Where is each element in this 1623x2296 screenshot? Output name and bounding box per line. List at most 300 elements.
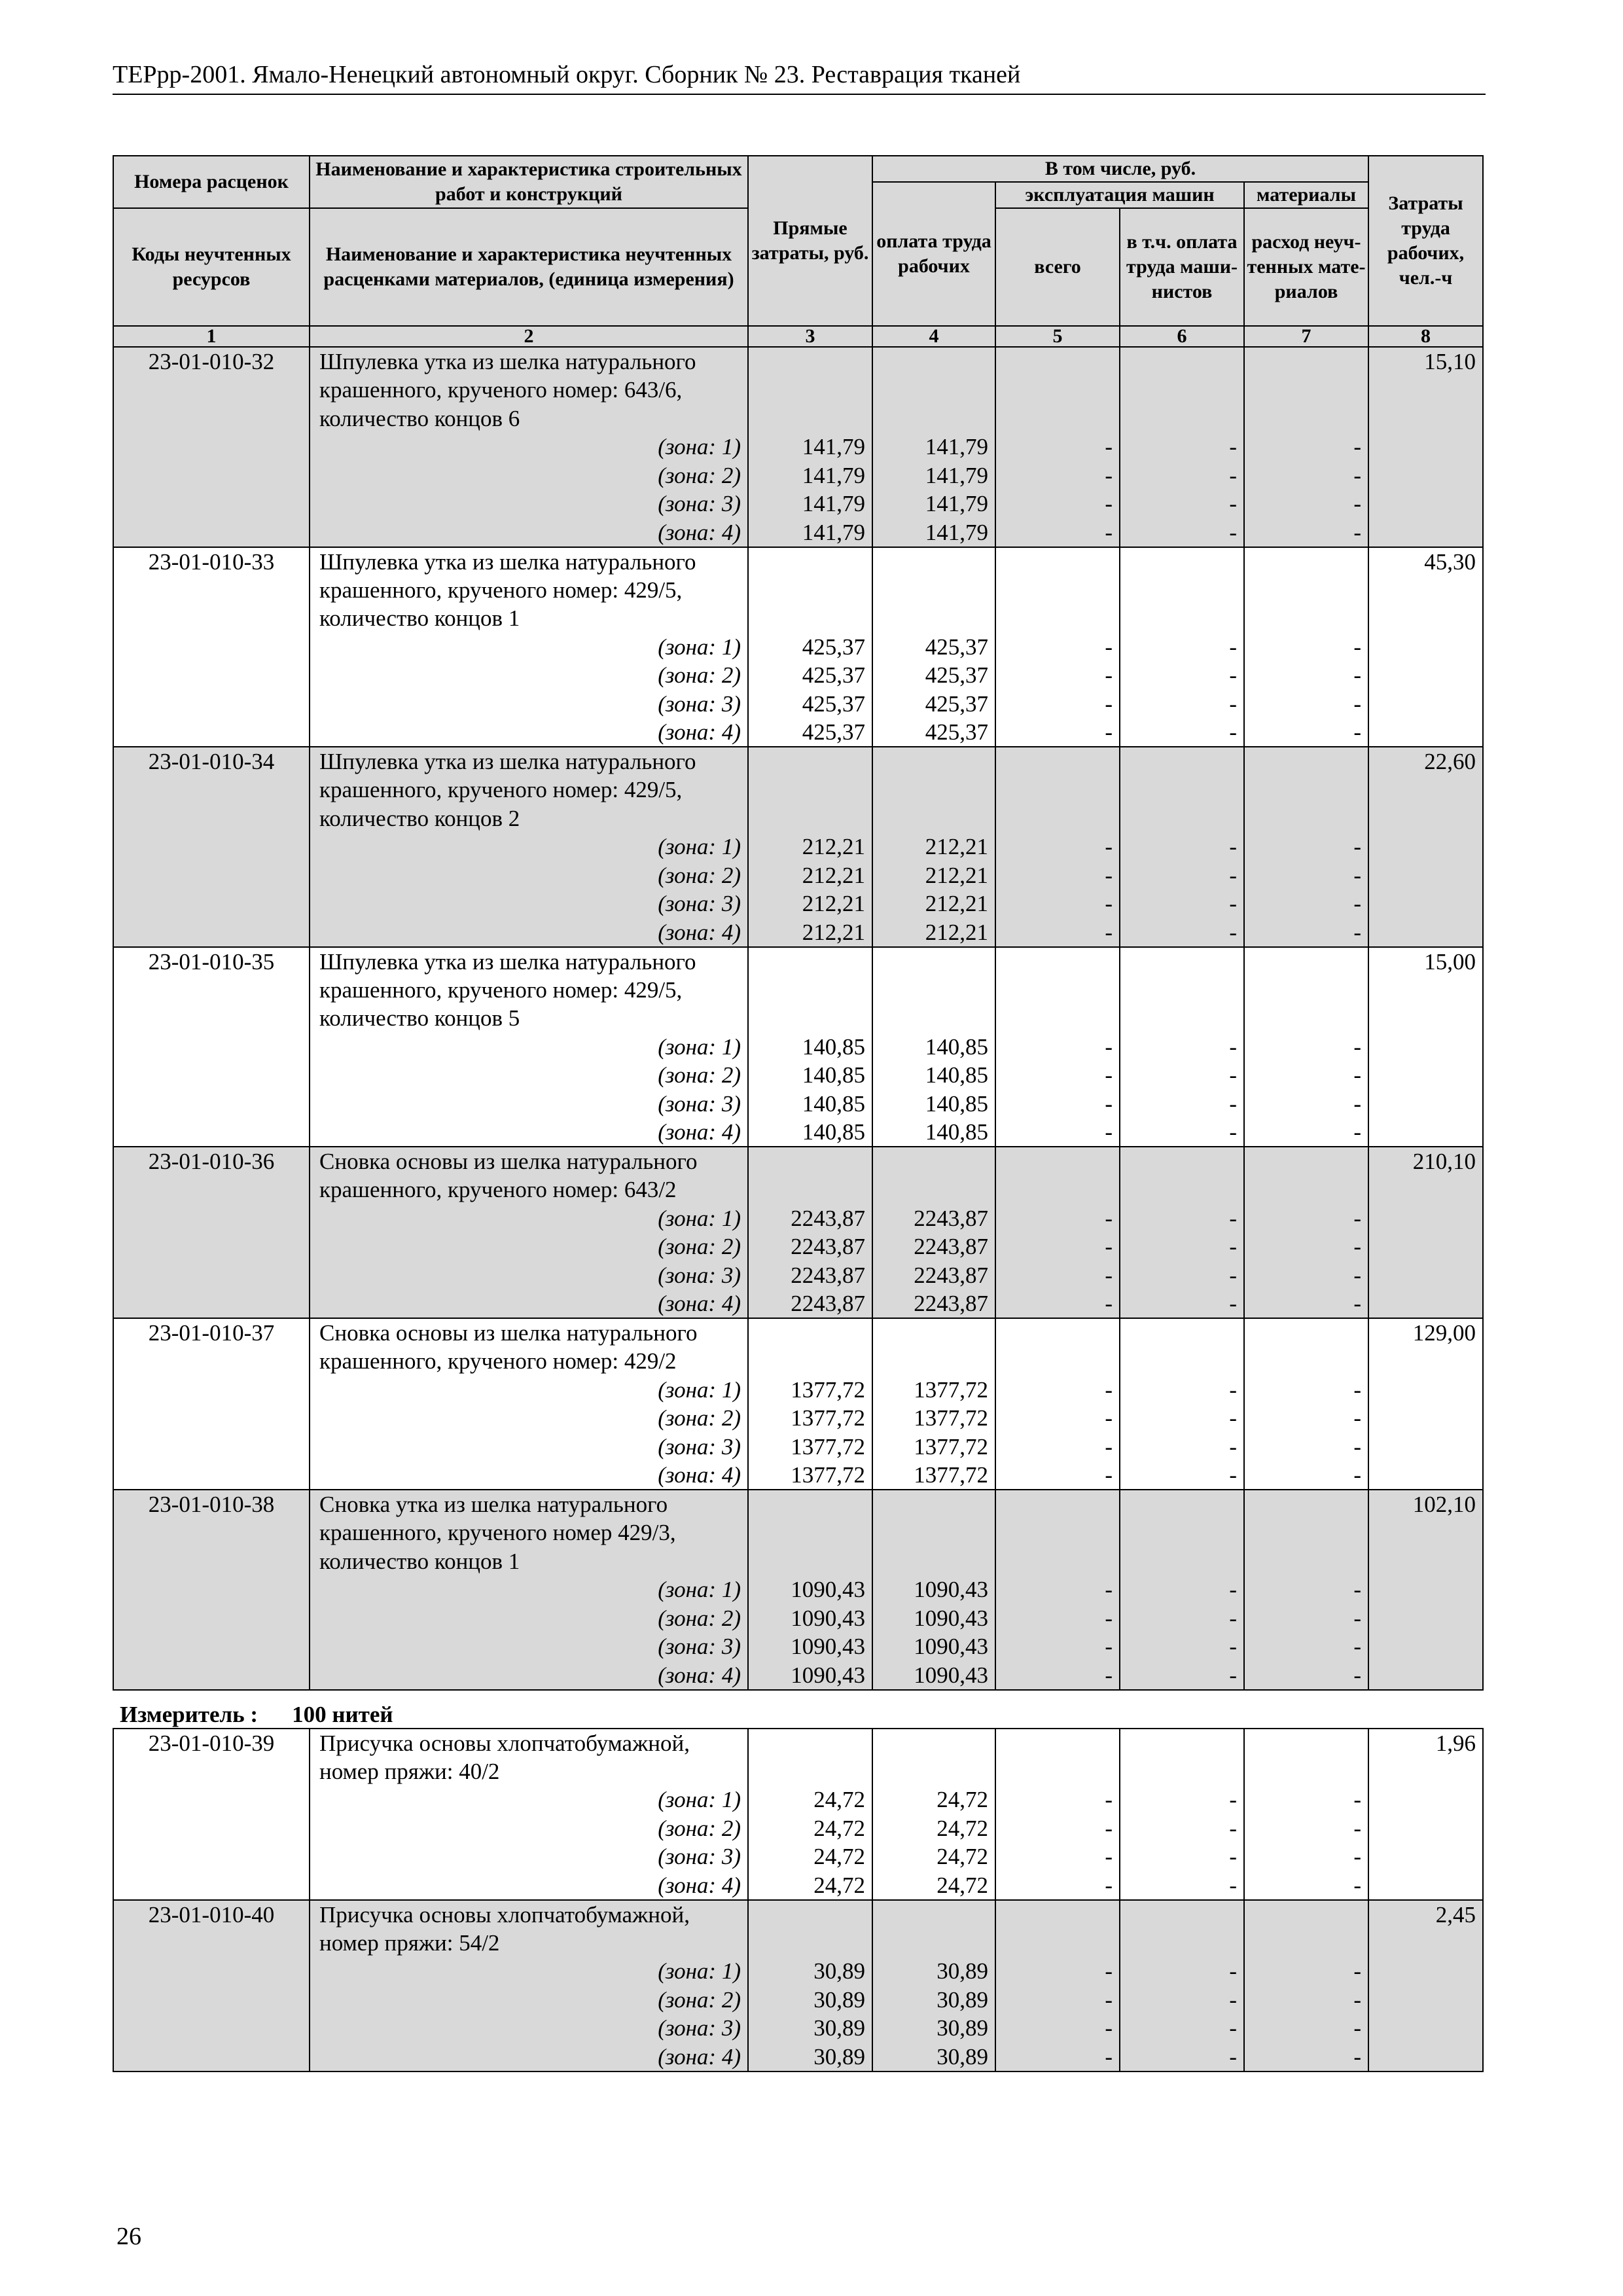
header-total: всего	[995, 208, 1120, 326]
wages-value: 425,37	[872, 718, 995, 747]
header-rate-numbers: Номера расценок	[113, 156, 310, 208]
empty-cell	[872, 604, 995, 633]
labor-cost: 15,00	[1368, 947, 1483, 976]
zone-label: (зона: 4)	[310, 2043, 748, 2072]
empty-cell	[872, 1004, 995, 1033]
empty-cell	[1120, 776, 1244, 804]
zone-row	[113, 833, 1483, 861]
zone-label: (зона: 2)	[310, 1061, 748, 1090]
wages-value: 1377,72	[872, 1433, 995, 1462]
empty-cell	[748, 1929, 872, 1958]
wages-value: 425,37	[872, 633, 995, 662]
zone-label: (зона: 3)	[310, 490, 748, 518]
empty-cell	[1244, 404, 1368, 433]
zone-label: (зона: 3)	[310, 2014, 748, 2043]
empty-cell	[995, 376, 1120, 404]
rate-code: 23-01-010-37	[113, 1318, 310, 1347]
machinist-wages: -	[1120, 1232, 1244, 1261]
rate-code	[113, 1842, 310, 1871]
materials-value: -	[1244, 1661, 1368, 1690]
machine-total: -	[995, 1204, 1120, 1233]
empty-cell	[995, 347, 1120, 376]
materials-value: -	[1244, 1575, 1368, 1604]
empty-cell	[995, 1490, 1120, 1518]
zone-row	[113, 1661, 1483, 1690]
labor-cost	[1368, 1604, 1483, 1633]
rate-code	[113, 1433, 310, 1462]
machine-total: -	[995, 918, 1120, 947]
labor-cost	[1368, 690, 1483, 719]
machinist-wages: -	[1120, 1461, 1244, 1490]
entry-description-row	[113, 1490, 1483, 1518]
rate-code	[113, 1118, 310, 1147]
empty-cell	[995, 547, 1120, 576]
labor-cost	[1368, 2043, 1483, 2072]
empty-cell	[872, 376, 995, 404]
zone-row	[113, 690, 1483, 719]
rate-code	[113, 1061, 310, 1090]
machinist-wages: -	[1120, 1433, 1244, 1462]
rate-code	[113, 1175, 310, 1204]
empty-cell	[748, 547, 872, 576]
zone-label: (зона: 1)	[310, 1785, 748, 1814]
direct-cost: 1377,72	[748, 1461, 872, 1490]
direct-cost: 30,89	[748, 2014, 872, 2043]
labor-cost	[1368, 1757, 1483, 1786]
rate-code	[113, 1404, 310, 1433]
zone-label: (зона: 1)	[310, 633, 748, 662]
empty-cell	[748, 1175, 872, 1204]
zone-row	[113, 1433, 1483, 1462]
machinist-wages: -	[1120, 1404, 1244, 1433]
direct-cost: 1377,72	[748, 1433, 872, 1462]
zone-label: (зона: 1)	[310, 1033, 748, 1062]
machinist-wages: -	[1120, 1033, 1244, 1062]
empty-cell	[872, 1518, 995, 1547]
labor-cost	[1368, 918, 1483, 947]
direct-cost: 1090,43	[748, 1632, 872, 1661]
rate-code	[113, 1289, 310, 1318]
materials-value: -	[1244, 2014, 1368, 2043]
column-number: 6	[1120, 326, 1244, 347]
zone-row	[113, 1632, 1483, 1661]
zone-label: (зона: 3)	[310, 690, 748, 719]
rate-code	[113, 1518, 310, 1547]
direct-cost: 1090,43	[748, 1661, 872, 1690]
empty-cell	[872, 576, 995, 605]
labor-cost	[1368, 604, 1483, 633]
rate-code	[113, 1004, 310, 1033]
labor-cost	[1368, 376, 1483, 404]
header-direct-costs: Прямые затраты, руб.	[748, 156, 872, 326]
wages-value: 1377,72	[872, 1461, 995, 1490]
empty-cell	[748, 1900, 872, 1929]
machinist-wages: -	[1120, 1204, 1244, 1233]
machine-total: -	[995, 1033, 1120, 1062]
materials-value: -	[1244, 1461, 1368, 1490]
wages-value: 1090,43	[872, 1575, 995, 1604]
empty-cell	[995, 1900, 1120, 1929]
machinist-wages: -	[1120, 889, 1244, 918]
rate-code	[113, 1547, 310, 1576]
labor-cost	[1368, 1033, 1483, 1062]
empty-cell	[872, 347, 995, 376]
materials-value: -	[1244, 433, 1368, 461]
materials-value: -	[1244, 1090, 1368, 1119]
machine-total: -	[995, 1575, 1120, 1604]
materials-value: -	[1244, 690, 1368, 719]
wages-value: 2243,87	[872, 1204, 995, 1233]
machine-total: -	[995, 1842, 1120, 1871]
empty-cell	[872, 1175, 995, 1204]
zone-row	[113, 1033, 1483, 1062]
empty-cell	[872, 976, 995, 1005]
entry-description-row	[113, 1729, 1483, 1757]
entry-description-row	[113, 976, 1483, 1005]
wages-value: 30,89	[872, 2014, 995, 2043]
rate-code	[113, 1033, 310, 1062]
labor-cost	[1368, 889, 1483, 918]
wages-value: 30,89	[872, 2043, 995, 2072]
zone-row	[113, 1204, 1483, 1233]
machine-total: -	[995, 833, 1120, 861]
direct-cost: 212,21	[748, 889, 872, 918]
header-machinist-wages: в т.ч. оплата труда маши-нистов	[1120, 208, 1244, 326]
work-description-line: количество концов 1	[310, 604, 748, 633]
materials-value: -	[1244, 1957, 1368, 1986]
zone-row	[113, 1261, 1483, 1290]
empty-cell	[995, 776, 1120, 804]
rate-code	[113, 1957, 310, 1986]
labor-cost: 45,30	[1368, 547, 1483, 576]
direct-cost: 30,89	[748, 1957, 872, 1986]
zone-row	[113, 518, 1483, 547]
labor-cost	[1368, 976, 1483, 1005]
zone-label: (зона: 2)	[310, 861, 748, 890]
wages-value: 30,89	[872, 1986, 995, 2015]
empty-cell	[748, 976, 872, 1005]
labor-cost: 2,45	[1368, 1900, 1483, 1929]
labor-cost	[1368, 1204, 1483, 1233]
empty-cell	[1120, 747, 1244, 776]
labor-cost: 22,60	[1368, 747, 1483, 776]
empty-cell	[1120, 1490, 1244, 1518]
direct-cost: 30,89	[748, 1986, 872, 2015]
machinist-wages: -	[1120, 633, 1244, 662]
empty-cell	[1120, 576, 1244, 605]
direct-cost: 30,89	[748, 2043, 872, 2072]
labor-cost	[1368, 1289, 1483, 1318]
zone-row	[113, 1376, 1483, 1405]
zone-row	[113, 861, 1483, 890]
zone-label: (зона: 4)	[310, 1461, 748, 1490]
machine-total: -	[995, 661, 1120, 690]
direct-cost: 141,79	[748, 490, 872, 518]
machine-total: -	[995, 690, 1120, 719]
work-description-line: Сновка утка из шелка натурального	[310, 1490, 748, 1518]
header-material-name: Наименование и характеристика неучтенных расценками материалов, (единица измерения)	[310, 208, 748, 326]
labor-cost	[1368, 1814, 1483, 1843]
entry-description-row	[113, 747, 1483, 776]
empty-cell	[748, 347, 872, 376]
measure-value: 100 нитей	[292, 1701, 393, 1727]
entry-description-row	[113, 804, 1483, 833]
work-description-line: количество концов 5	[310, 1004, 748, 1033]
zone-row	[113, 1842, 1483, 1871]
machinist-wages: -	[1120, 1575, 1244, 1604]
column-number: 2	[310, 326, 748, 347]
wages-value: 212,21	[872, 918, 995, 947]
rate-code	[113, 1347, 310, 1376]
direct-cost: 24,72	[748, 1842, 872, 1871]
empty-cell	[1120, 1318, 1244, 1347]
materials-value: -	[1244, 1842, 1368, 1871]
rate-code	[113, 1090, 310, 1119]
direct-cost: 2243,87	[748, 1232, 872, 1261]
rate-code	[113, 1604, 310, 1633]
rate-code	[113, 1785, 310, 1814]
materials-value: -	[1244, 518, 1368, 547]
empty-cell	[748, 1729, 872, 1757]
labor-cost: 210,10	[1368, 1147, 1483, 1175]
machinist-wages: -	[1120, 2043, 1244, 2072]
labor-cost	[1368, 1986, 1483, 2015]
wages-value: 140,85	[872, 1033, 995, 1062]
machine-total: -	[995, 1090, 1120, 1119]
labor-cost	[1368, 461, 1483, 490]
rates-table	[113, 155, 1484, 2072]
wages-value: 24,72	[872, 1814, 995, 1843]
materials-value: -	[1244, 1814, 1368, 1843]
zone-row	[113, 718, 1483, 747]
zone-row	[113, 661, 1483, 690]
rate-code	[113, 861, 310, 890]
direct-cost: 425,37	[748, 633, 872, 662]
direct-cost: 140,85	[748, 1033, 872, 1062]
entry-description-row	[113, 1318, 1483, 1347]
empty-cell	[872, 1757, 995, 1786]
machinist-wages: -	[1120, 918, 1244, 947]
direct-cost: 141,79	[748, 518, 872, 547]
rate-code	[113, 1261, 310, 1290]
rate-code	[113, 461, 310, 490]
empty-cell	[1244, 604, 1368, 633]
entry-description-row	[113, 376, 1483, 404]
entry-description-row	[113, 947, 1483, 976]
labor-cost	[1368, 576, 1483, 605]
zone-row	[113, 1604, 1483, 1633]
machinist-wages: -	[1120, 1061, 1244, 1090]
labor-cost	[1368, 1632, 1483, 1661]
machine-total: -	[995, 1261, 1120, 1290]
direct-cost: 140,85	[748, 1118, 872, 1147]
work-description-line: Присучка основы хлопчатобумажной,	[310, 1900, 748, 1929]
wages-value: 140,85	[872, 1118, 995, 1147]
materials-value: -	[1244, 1604, 1368, 1633]
zone-label: (зона: 2)	[310, 1814, 748, 1843]
entry-description-row	[113, 576, 1483, 605]
machinist-wages: -	[1120, 2014, 1244, 2043]
wages-value: 1090,43	[872, 1661, 995, 1690]
zone-label: (зона: 1)	[310, 1575, 748, 1604]
machine-total: -	[995, 2014, 1120, 2043]
machinist-wages: -	[1120, 861, 1244, 890]
entry-description-row	[113, 547, 1483, 576]
rate-code	[113, 1661, 310, 1690]
materials-value: -	[1244, 1376, 1368, 1405]
wages-value: 1090,43	[872, 1632, 995, 1661]
rate-code	[113, 1632, 310, 1661]
column-number: 8	[1368, 326, 1483, 347]
labor-cost	[1368, 804, 1483, 833]
zone-row	[113, 1814, 1483, 1843]
empty-cell	[1244, 947, 1368, 976]
zone-row	[113, 889, 1483, 918]
labor-cost	[1368, 1376, 1483, 1405]
rate-code	[113, 404, 310, 433]
empty-cell	[872, 1318, 995, 1347]
direct-cost: 24,72	[748, 1814, 872, 1843]
work-description-line: крашенного, крученого номер: 643/2	[310, 1175, 748, 1204]
empty-cell	[748, 576, 872, 605]
zone-label: (зона: 1)	[310, 1957, 748, 1986]
labor-cost	[1368, 661, 1483, 690]
direct-cost: 425,37	[748, 718, 872, 747]
machinist-wages: -	[1120, 518, 1244, 547]
rate-code	[113, 1232, 310, 1261]
measure-cell	[113, 1690, 1483, 1729]
empty-cell	[995, 976, 1120, 1005]
materials-value: -	[1244, 1204, 1368, 1233]
empty-cell	[995, 1929, 1120, 1958]
materials-value: -	[1244, 833, 1368, 861]
empty-cell	[748, 404, 872, 433]
direct-cost: 140,85	[748, 1090, 872, 1119]
header-machine-operation: эксплуатация машин	[995, 182, 1244, 208]
zone-label: (зона: 1)	[310, 433, 748, 461]
empty-cell	[872, 1929, 995, 1958]
materials-value: -	[1244, 2043, 1368, 2072]
header-labor-costs: Затраты труда рабочих, чел.-ч	[1368, 156, 1483, 326]
rate-code	[113, 2014, 310, 2043]
zone-row	[113, 1957, 1483, 1986]
entry-description-row	[113, 1929, 1483, 1958]
rate-code	[113, 1376, 310, 1405]
rate-code: 23-01-010-36	[113, 1147, 310, 1175]
labor-cost	[1368, 404, 1483, 433]
zone-label: (зона: 4)	[310, 918, 748, 947]
column-number: 5	[995, 326, 1120, 347]
empty-cell	[1120, 1757, 1244, 1786]
work-description-line: крашенного, крученого номер: 429/5,	[310, 576, 748, 605]
zone-label: (зона: 3)	[310, 1842, 748, 1871]
machinist-wages: -	[1120, 1814, 1244, 1843]
entry-description-row	[113, 1518, 1483, 1547]
machine-total: -	[995, 1433, 1120, 1462]
zone-label: (зона: 4)	[310, 1871, 748, 1900]
empty-cell	[1244, 1175, 1368, 1204]
empty-cell	[748, 747, 872, 776]
work-description-line: крашенного, крученого номер: 429/2	[310, 1347, 748, 1376]
work-description-line: количество концов 6	[310, 404, 748, 433]
materials-value: -	[1244, 1118, 1368, 1147]
machinist-wages: -	[1120, 433, 1244, 461]
rate-code: 23-01-010-38	[113, 1490, 310, 1518]
empty-cell	[872, 1900, 995, 1929]
work-description-line: Шпулевка утка из шелка натурального	[310, 347, 748, 376]
labor-cost	[1368, 718, 1483, 747]
empty-cell	[1244, 1900, 1368, 1929]
rate-code	[113, 633, 310, 662]
rate-code	[113, 2043, 310, 2072]
empty-cell	[748, 1547, 872, 1576]
empty-cell	[872, 1547, 995, 1576]
materials-value: -	[1244, 861, 1368, 890]
machinist-wages: -	[1120, 1785, 1244, 1814]
materials-value: -	[1244, 1261, 1368, 1290]
empty-cell	[748, 776, 872, 804]
rate-code	[113, 490, 310, 518]
wages-value: 2243,87	[872, 1261, 995, 1290]
zone-row	[113, 1090, 1483, 1119]
labor-cost	[1368, 1404, 1483, 1433]
machinist-wages: -	[1120, 1289, 1244, 1318]
zone-row	[113, 1118, 1483, 1147]
header-wages: оплата труда рабочих	[872, 182, 995, 326]
machinist-wages: -	[1120, 1661, 1244, 1690]
zone-row	[113, 1061, 1483, 1090]
empty-cell	[748, 1490, 872, 1518]
machinist-wages: -	[1120, 461, 1244, 490]
empty-cell	[995, 404, 1120, 433]
empty-cell	[1244, 1757, 1368, 1786]
empty-cell	[1120, 1175, 1244, 1204]
labor-cost	[1368, 861, 1483, 890]
zone-row	[113, 1232, 1483, 1261]
rate-code	[113, 1986, 310, 2015]
direct-cost: 140,85	[748, 1061, 872, 1090]
entry-description-row	[113, 604, 1483, 633]
empty-cell	[1244, 1490, 1368, 1518]
empty-cell	[1244, 1518, 1368, 1547]
wages-value: 141,79	[872, 518, 995, 547]
labor-cost	[1368, 1842, 1483, 1871]
machine-total: -	[995, 633, 1120, 662]
rate-code	[113, 718, 310, 747]
machine-total: -	[995, 1814, 1120, 1843]
direct-cost: 1377,72	[748, 1404, 872, 1433]
direct-cost: 141,79	[748, 461, 872, 490]
machine-total: -	[995, 2043, 1120, 2072]
machinist-wages: -	[1120, 1957, 1244, 1986]
machine-total: -	[995, 461, 1120, 490]
direct-cost: 24,72	[748, 1785, 872, 1814]
entry-description-row	[113, 347, 1483, 376]
labor-cost	[1368, 1575, 1483, 1604]
machine-total: -	[995, 889, 1120, 918]
materials-value: -	[1244, 889, 1368, 918]
machinist-wages: -	[1120, 1261, 1244, 1290]
labor-cost: 1,96	[1368, 1729, 1483, 1757]
direct-cost: 212,21	[748, 861, 872, 890]
empty-cell	[1244, 547, 1368, 576]
machinist-wages: -	[1120, 1090, 1244, 1119]
wages-value: 24,72	[872, 1842, 995, 1871]
empty-cell	[872, 804, 995, 833]
rate-code	[113, 604, 310, 633]
empty-cell	[748, 604, 872, 633]
labor-cost	[1368, 1871, 1483, 1900]
